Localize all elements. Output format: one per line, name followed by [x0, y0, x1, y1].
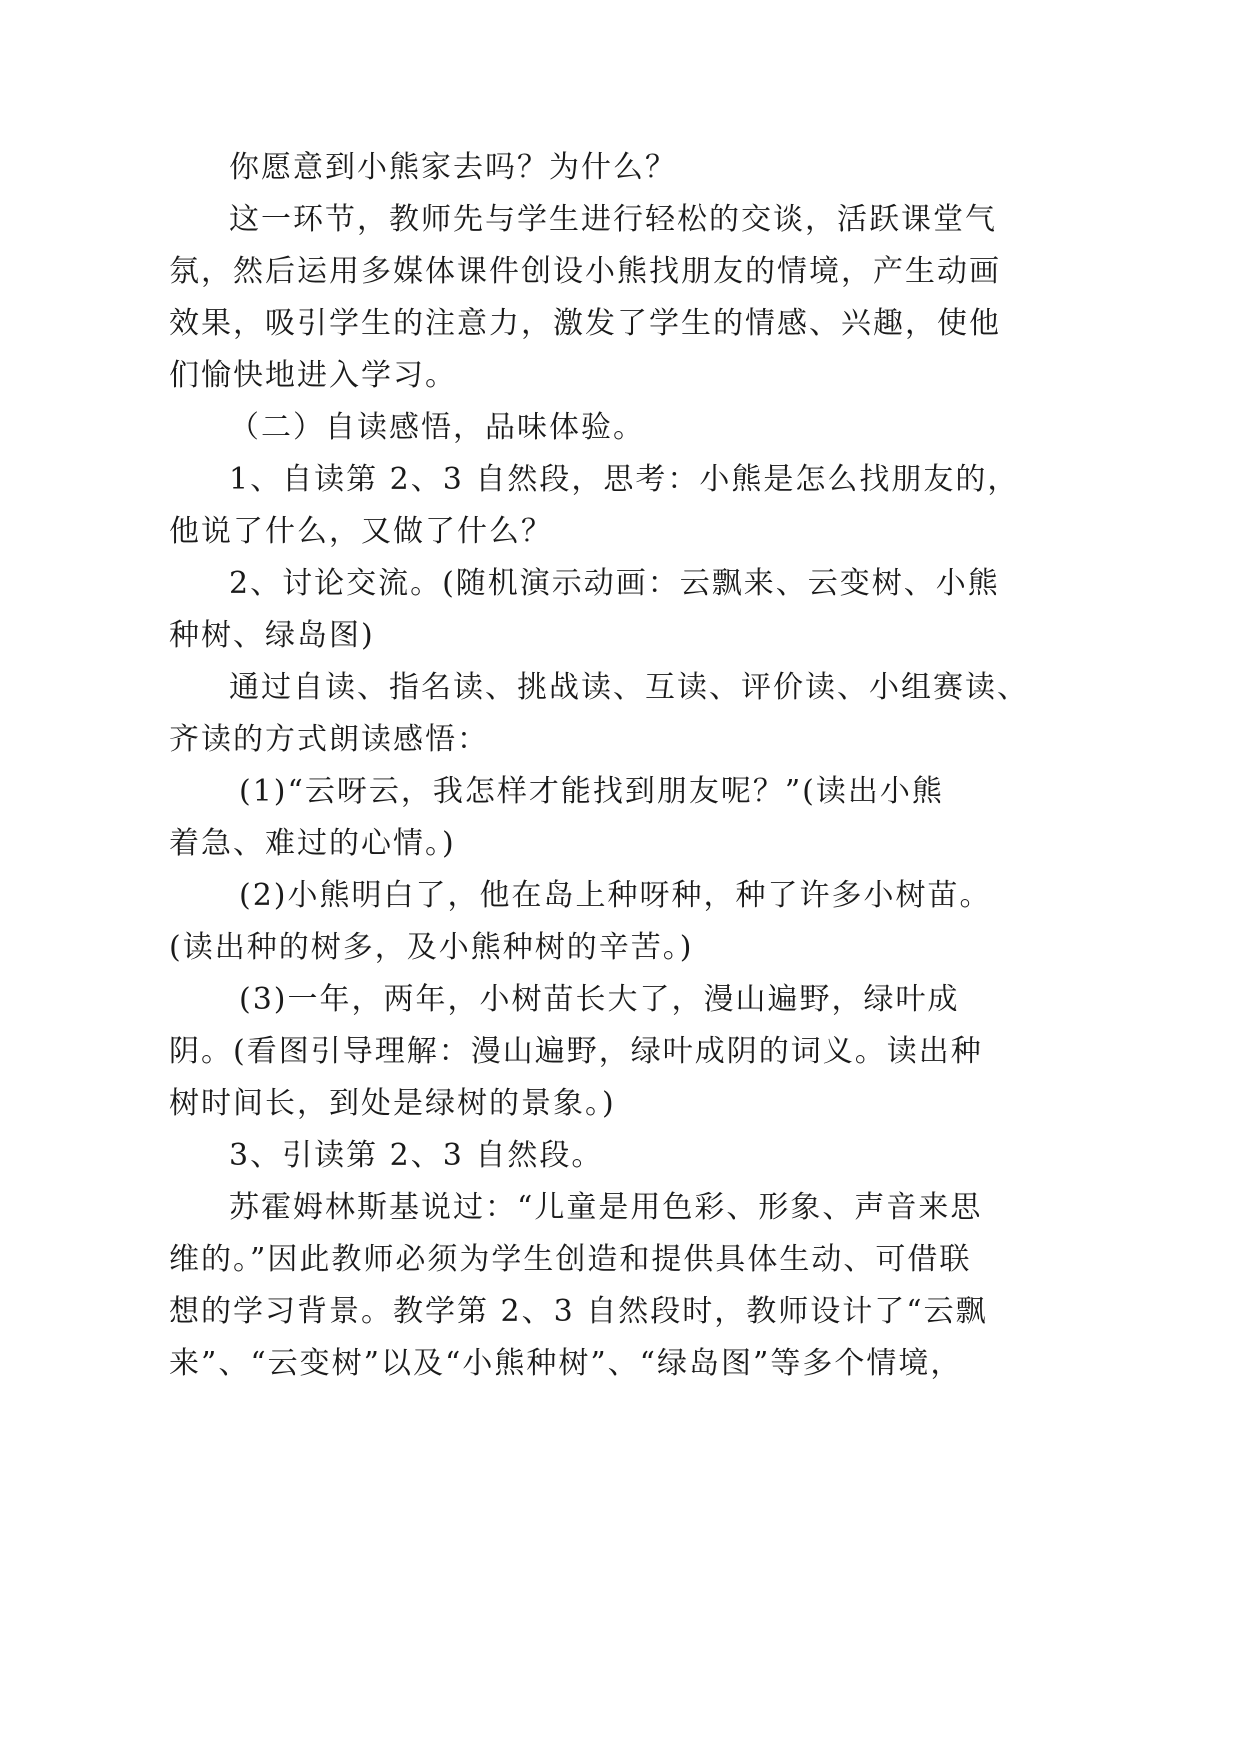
- text-line: (1)“云呀云，我怎样才能找到朋友呢？”(读出小熊: [239, 774, 944, 809]
- text-line: (2)小熊明白了，他在岛上种呀种，种了许多小树苗。: [239, 878, 992, 913]
- text-line: (3)一年，两年，小树苗长大了，漫山遍野，绿叶成: [239, 982, 960, 1017]
- text-line: 们愉快地进入学习。: [169, 358, 457, 393]
- text-line: 你愿意到小熊家去吗？为什么？: [229, 150, 677, 185]
- text-line: 种树、绿岛图): [169, 618, 375, 653]
- text-line: (读出种的树多，及小熊种树的辛苦。): [169, 930, 694, 965]
- text-line: 效果，吸引学生的注意力，激发了学生的情感、兴趣，使他: [169, 306, 1001, 341]
- text-line: 1、自读第 2、3 自然段，思考：小熊是怎么找朋友的，: [229, 462, 1020, 497]
- text-line: 这一环节，教师先与学生进行轻松的交谈，活跃课堂气: [229, 202, 997, 237]
- text-line: 齐读的方式朗读感悟：: [169, 722, 489, 757]
- text-line: 着急、难过的心情。): [169, 826, 456, 861]
- text-line: 他说了什么，又做了什么？: [169, 514, 553, 549]
- text-line: 阴。(看图引导理解：漫山遍野，绿叶成阴的词义。读出种: [169, 1034, 983, 1069]
- text-line: 通过自读、指名读、挑战读、互读、评价读、小组赛读、: [229, 670, 1029, 705]
- text-line: 2、讨论交流。(随机演示动画：云飘来、云变树、小熊: [229, 566, 1000, 601]
- text-line: 氛，然后运用多媒体课件创设小熊找朋友的情境，产生动画: [169, 254, 1001, 289]
- text-line: 维的。”因此教师必须为学生创造和提供具体生动、可借联: [169, 1242, 972, 1277]
- text-line: 苏霍姆林斯基说过：“儿童是用色彩、形象、声音来思: [229, 1190, 983, 1225]
- section-heading: （二）自读感悟，品味体验。: [229, 410, 645, 445]
- text-line: 3、引读第 2、3 自然段。: [229, 1138, 604, 1173]
- text-line: 想的学习背景。教学第 2、3 自然段时，教师设计了“云飘: [169, 1294, 988, 1329]
- text-line: 来”、“云变树”以及“小熊种树”、“绿岛图”等多个情境，: [169, 1346, 963, 1381]
- text-line: 树时间长，到处是绿树的景象。): [169, 1086, 616, 1121]
